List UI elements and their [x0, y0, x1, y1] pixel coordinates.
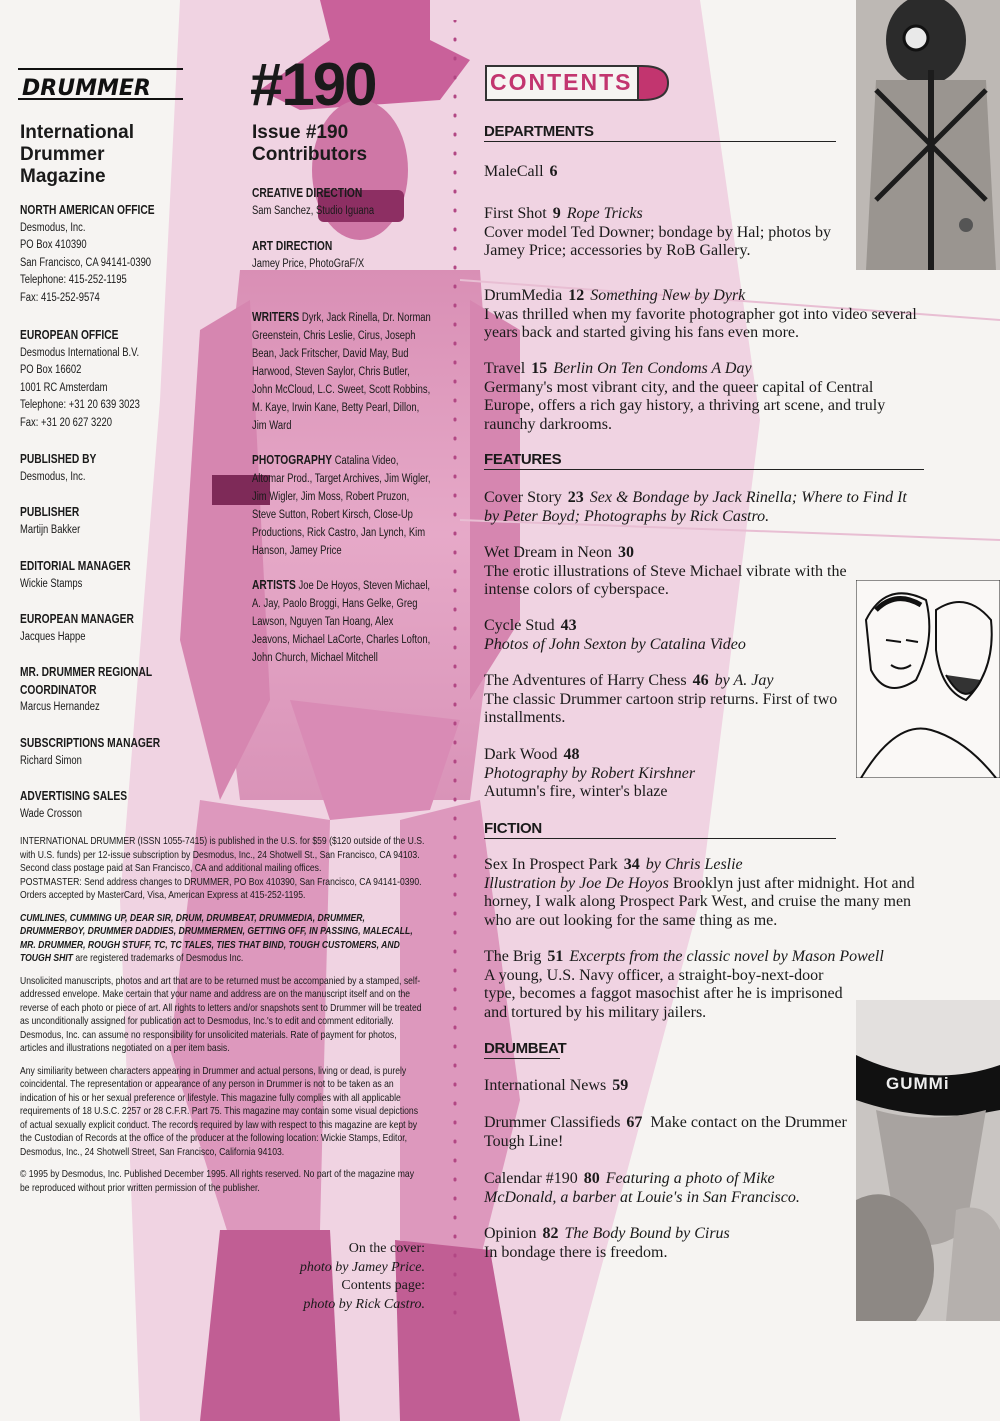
published-by [20, 451, 184, 486]
toc-entry [484, 948, 884, 1022]
entry-title: The Adventures of Harry Chess [484, 672, 687, 689]
section-heading-drumbeat: DRUMBEAT [484, 1040, 567, 1057]
entry-title: Dark Wood [484, 746, 558, 763]
european-manager [20, 611, 184, 646]
office-heading: SUBSCRIPTIONS MANAGER [20, 736, 161, 750]
magazine-title [20, 122, 180, 188]
entry-subtitle: by Chris Leslie [645, 856, 743, 873]
credit-heading: WRITERS [252, 310, 300, 324]
office-line: Wade Crosson [20, 807, 83, 820]
entry-page: 67 [626, 1114, 643, 1131]
entry-description: Cover model Ted Downer; bondage by Hal; photos by Jamey Price; accessories by RoB Gallery. [484, 223, 831, 259]
office-heading: MR. DRUMMER REGIONAL COORDINATOR [20, 665, 152, 697]
gummi-photo [856, 1000, 1000, 1321]
entry-subtitle: Sex & Bondage by Jack Rinella; Where to Find It by Peter Boyd; Photographs by Rick Castro. [484, 489, 907, 525]
contents-badge-label: CONTENTS [490, 69, 633, 95]
entry-page: 51 [547, 948, 564, 965]
office-heading: ADVERTISING SALES [20, 789, 128, 803]
illustration-art [856, 580, 1000, 778]
entry-title: DrumMedia [484, 287, 563, 304]
contents-credit-label: Contents page: [341, 1278, 425, 1293]
office-line: Martijn Bakker [20, 523, 81, 536]
credit-names: Dyrk, Jack Rinella, Dr. Norman Greenstein, Chris Leslie, Cirus, Joseph Bean, Jack Fritscher, David May, Bud Harwood, Steven Saylor, Chris Butler, John McCloud, L.C. Sweet, Scott Robbins, M. Kaye, Irwin Kane, Betty Pearl, Dillon, Jim Ward [252, 312, 431, 432]
office-line: San Francisco, CA 94141-0390 [20, 256, 152, 269]
toc-entry [484, 1225, 849, 1262]
office-line: PO Box 16602 [20, 364, 82, 377]
entry-description: Brooklyn just after midnight. Hot and horney, I walk along Prospect Park West, and cruise the many men who are out looking for the same thing as me. [484, 874, 915, 929]
office-line: Desmodus International B.V. [20, 346, 140, 359]
entry-description: Autumn's fire, winter's blaze [484, 783, 668, 800]
legal-fine-print [20, 835, 426, 1204]
credit-writers [252, 308, 432, 435]
office-heading: PUBLISHER [20, 505, 80, 519]
contributors-title-line: Issue #190 [252, 122, 349, 143]
cover-credit-label: On the cover: [348, 1241, 425, 1256]
toc-entry [484, 489, 924, 526]
toc-entry [484, 287, 924, 343]
credit-creative-direction [252, 184, 424, 220]
entry-title: Travel [484, 360, 526, 377]
office-heading: EUROPEAN OFFICE [20, 328, 119, 342]
regional-coordinator [20, 664, 176, 717]
credit-heading: ART DIRECTION [252, 239, 333, 253]
toc-entry [484, 856, 924, 930]
editorial-manager [20, 558, 184, 593]
postmaster-statement: POSTMASTER: Send address changes to DRUMMER, PO Box 410390, San Francisco, CA 94141-0390. Orders accepted by MasterCard, Visa, American Express at 415-252-1195. [20, 875, 422, 901]
entry-title: First Shot [484, 205, 547, 222]
publisher [20, 504, 184, 539]
legal-paragraph [20, 975, 426, 1056]
office-line: Jacques Happe [20, 630, 86, 643]
section-heading-departments: DEPARTMENTS [484, 123, 836, 142]
toc-entry [484, 1114, 849, 1151]
entry-title: MaleCall [484, 163, 544, 180]
toc-entry [484, 672, 849, 728]
drummer-logo [18, 62, 183, 102]
entry-title: Cover Story [484, 489, 562, 506]
office-line: Fax: 415-252-9574 [20, 291, 100, 304]
entry-description: Germany's most vibrant city, and the queer capital of Central Europe, offers a rich gay history, a thriving art scene, and truly raunchy darkrooms. [484, 378, 886, 433]
entry-subtitle: Featuring a photo of Mike McDonald, a barber at Louie's in San Francisco. [484, 1170, 800, 1206]
office-line: Telephone: 415-252-1195 [20, 274, 127, 287]
office-line: 1001 RC Amsterdam [20, 381, 108, 394]
entry-description: I was thrilled when my favorite photographer got into video several years back and started giving his fans even more. [484, 305, 917, 341]
credit-names: Catalina Video, Altomar Prod., Target Archives, Jim Wigler, Jim Wigler, Jim Moss, Robert Pruzon, Steve Sutton, Robert Kirsch, Close-Up Productions, Rick Castro, Jan Lynch, Kim Hanson, Jamey Price [252, 455, 431, 557]
toc-entry [484, 1077, 849, 1096]
contents-badge [482, 62, 670, 104]
office-line: Desmodus, Inc. [20, 221, 86, 234]
entry-title: The Brig [484, 948, 542, 965]
legal-paragraph [20, 912, 426, 966]
office-line: PO Box 410390 [20, 239, 87, 252]
disclaimer-notice: Any similiarity between characters appearing in Drummer and actual persons, living or dead, is purely coincidental. The representation or appearance of any person in Drummer is not to be taken as an indication of his or her sexual preference or lifestyle. This magazine fully complies with all applicable requirements of 18 U.S.C. 2257 or 28 C.F.R. Part 75. This magazine may contain some visual depictions of actual sexually explicit conduct. The records required by law with respect to this magazine are kept by the Custodian of Records at the office of the producer at the following location: Wickie Stamps, Editor, Desmodus, Inc., 24 Shotwell Street, San Francisco, California 94103. [20, 1064, 419, 1158]
svg-text:DRUMMER: DRUMMER [22, 76, 151, 101]
entry-subtitle: Something New by Dyrk [590, 287, 746, 304]
legal-paragraph [20, 1065, 426, 1160]
bondage-photo [856, 0, 1000, 270]
office-heading: NORTH AMERICAN OFFICE [20, 203, 155, 217]
entry-description: The erotic illustrations of Steve Michael vibrate with the intense colors of cyberspace. [484, 562, 847, 598]
section-heading-features: FEATURES [484, 451, 924, 470]
office-line: Richard Simon [20, 754, 82, 767]
magazine-title-line: Drummer [20, 144, 105, 165]
toc-entry [484, 544, 849, 600]
entry-subtitle: Berlin On Ten Condoms A Day [553, 360, 752, 377]
office-line: Marcus Hernandez [20, 701, 100, 714]
toc-entry [484, 617, 849, 654]
entry-credit: Photography by Robert Kirshner [484, 764, 696, 782]
trademark-list: CUMLINES, CUMMING UP, DEAR SIR, DRUM, DRUMBEAT, DRUMMEDIA, DRUMMER, DRUMMERBOY, DRUMMER DADDIES, DRUMMERMEN, GETTING OFF, IN PASSING, MALECALL, MR. DRUMMER, ROUGH STUFF, TC, TC TALES, TIES THAT BIND, TOUGH CUSTOMERS, AND TOUGH SHIT [20, 911, 413, 964]
entry-subtitle: Rope Tricks [566, 205, 643, 222]
entry-page: 46 [692, 672, 709, 689]
office-line: Fax: +31 20 627 3220 [20, 416, 113, 429]
office-line: Telephone: +31 20 639 3023 [20, 399, 140, 412]
magazine-title-line: Magazine [20, 166, 106, 187]
entry-title: Sex In Prospect Park [484, 856, 618, 873]
entry-page: 23 [567, 489, 584, 506]
advertising-sales [20, 788, 184, 823]
credit-heading: CREATIVE DIRECTION [252, 186, 363, 200]
credit-heading: ARTISTS [252, 578, 296, 592]
entry-description: Make contact on the Drummer Tough Line! [484, 1114, 847, 1150]
credit-art-direction [252, 237, 424, 273]
entry-title: Opinion [484, 1225, 537, 1242]
entry-title: Wet Dream in Neon [484, 544, 612, 561]
entry-page: 80 [583, 1170, 600, 1187]
entry-title: International News [484, 1077, 607, 1094]
entry-credit: Illustration by Joe De Hoyos [484, 874, 669, 892]
office-europe [20, 327, 184, 433]
toc-entry [484, 205, 856, 261]
office-heading: EDITORIAL MANAGER [20, 559, 131, 573]
entry-description: Photos of John Sexton by Catalina Video [484, 635, 746, 653]
toc-entry [484, 1170, 849, 1207]
entry-page: 30 [618, 544, 634, 561]
toc-entry [484, 360, 924, 434]
legal-paragraph [20, 876, 426, 903]
entry-page: 6 [549, 163, 558, 180]
credit-artists [252, 576, 432, 667]
credit-names: Jamey Price, PhotoGraF/X [252, 258, 365, 270]
entry-page: 9 [552, 205, 561, 222]
entry-page: 48 [563, 746, 580, 763]
entry-description: A young, U.S. Navy officer, a straight-boy-next-door type, becomes a faggot masochist after he is imprisoned and tortured by his military jailers. [484, 966, 843, 1021]
office-line: Desmodus, Inc. [20, 470, 86, 483]
entry-title: Cycle Stud [484, 617, 555, 634]
credit-photography [252, 451, 432, 560]
entry-page: 43 [560, 617, 577, 634]
cover-credit [270, 1240, 425, 1314]
entry-page: 82 [542, 1225, 559, 1242]
entry-subtitle: by A. Jay [714, 672, 774, 689]
issue-number-large: #190 [250, 51, 376, 118]
dotted-divider [452, 20, 458, 1320]
office-north-america [20, 202, 184, 308]
magazine-title-line: International [20, 122, 135, 143]
credit-heading: PHOTOGRAPHY [252, 453, 333, 467]
entry-subtitle: The Body Bound by Cirus [564, 1225, 730, 1242]
entry-title: Calendar #190 [484, 1170, 578, 1187]
toc-entry [484, 746, 849, 802]
entry-page: 12 [568, 287, 585, 304]
office-heading: EUROPEAN MANAGER [20, 612, 134, 626]
office-line: Wickie Stamps [20, 577, 83, 590]
section-heading-fiction: FICTION [484, 820, 836, 839]
entry-page: 59 [612, 1077, 629, 1094]
legal-paragraph [20, 835, 426, 876]
office-heading: PUBLISHED BY [20, 452, 97, 466]
trademark-notice: are registered trademarks of Desmodus Inc. [72, 952, 244, 964]
entry-page: 15 [531, 360, 548, 377]
cover-credit-photographer: photo by Jamey Price. [299, 1259, 425, 1275]
entry-page: 34 [623, 856, 640, 873]
entry-description: In bondage there is freedom. [484, 1243, 668, 1261]
copyright-notice: © 1995 by Desmodus, Inc. Published December 1995. All rights reserved. No part of the magazine may be reproduced without prior written permission of the publisher. [20, 1168, 414, 1194]
unsolicited-notice: Unsolicited manuscripts, photos and art that are to be returned must be accompanied by a stamped, self-addressed envelope. Make certain that your name and address are on the manuscript itself and on the reverse of each photo or piece of art. All rights to letters and/or snapshots sent to Drummer will be treated as unconditionally assigned for publication act to Desmodus, Inc.'s to edit and comment editorially. Desmodus, Inc. can assume no responsibility for unsolicited materials. Rate of payment for photos, articles and illustrations negotiated on a per item basis. [20, 974, 422, 1054]
entry-description: The classic Drummer cartoon strip returns. First of two installments. [484, 690, 838, 726]
contributors-title-line: Contributors [252, 144, 368, 165]
contributors-title [252, 122, 367, 166]
entry-subtitle: Excerpts from the classic novel by Mason Powell [569, 948, 884, 965]
entry-title: Drummer Classifieds [484, 1114, 621, 1131]
credit-names: Joe De Hoyos, Steven Michael, A. Jay, Paolo Broggi, Hans Gelke, Greg Lawson, Nguyen Tan Hoang, Alex Jeavons, Michael LaCorte, Charles Lofton, John Church, Michael Mitchell [252, 580, 431, 664]
credit-names: Sam Sanchez, Studio Iguana [252, 205, 375, 217]
subscriptions-manager [20, 735, 184, 770]
publication-statement: INTERNATIONAL DRUMMER (ISSN 1055-7415) is published in the U.S. for $59 ($120 outside of the U.S. with U.S. funds) per 12-issue subscription by Desmodus, Inc., 24 Shotwell St., San Francisco, CA 94103. Second class postage paid at San Francisco, CA and additional mailing offices. [20, 835, 425, 874]
contents-credit-photographer: photo by Rick Castro. [303, 1296, 425, 1312]
gummi-label: GUMMi [886, 1074, 950, 1093]
legal-paragraph [20, 1168, 426, 1195]
